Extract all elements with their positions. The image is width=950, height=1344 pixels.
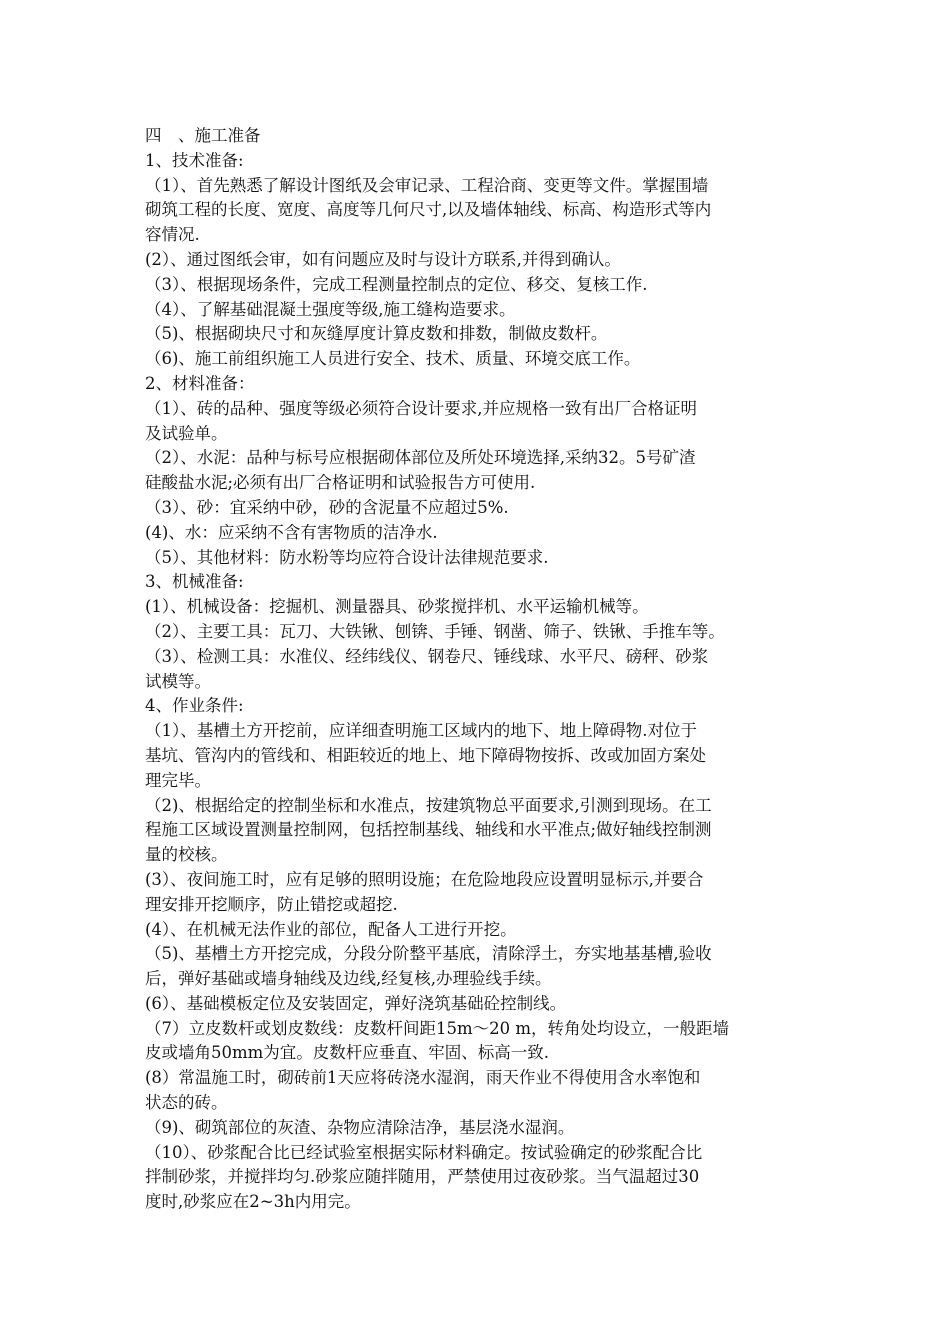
text-line: (8）常温施工时，砌砖前1天应将砖浇水湿润，雨天作业不得使用含水率饱和 bbox=[145, 1068, 701, 1088]
text-line: (3）、夜间施工时，应有足够的照明设施；在危险地段应设置明显标示,并要合 bbox=[145, 869, 704, 889]
text-line: 4、作业条件: bbox=[145, 696, 244, 716]
text-line: （5)、根据砌块尺寸和灰缝厚度计算皮数和排数，制做皮数杆。 bbox=[145, 324, 608, 344]
text-line: （3）、根据现场条件，完成工程测量控制点的定位、移交、复核工作. bbox=[145, 274, 648, 294]
text-line: （2)、根据给定的控制坐标和水准点，按建筑物总平面要求,引测到现场。在工 bbox=[145, 795, 712, 815]
text-line: 理完毕。 bbox=[145, 770, 211, 790]
text-line: 1、技术准备: bbox=[145, 150, 244, 170]
text-line: （9)、砌筑部位的灰渣、杂物应清除洁净，基层浇水湿润。 bbox=[145, 1117, 575, 1137]
text-line: 3、机械准备: bbox=[145, 572, 244, 592]
text-line: （1）、基槽土方开挖前，应详细查明施工区域内的地下、地上障碍物.对位于 bbox=[145, 721, 697, 741]
text-line: 理安排开挖顺序，防止错挖或超挖. bbox=[145, 894, 398, 914]
text-line: 状态的砖。 bbox=[145, 1093, 228, 1113]
text-line: (6）、基础模板定位及安装固定，弹好浇筑基础砼控制线。 bbox=[145, 993, 567, 1013]
text-line: 量的校核。 bbox=[145, 845, 228, 865]
text-line: (4)、水：应采纳不含有害物质的洁净水. bbox=[145, 522, 438, 542]
text-line: 硅酸盐水泥;必须有出厂合格证明和试验报告方可使用. bbox=[145, 473, 536, 493]
text-line: 试模等。 bbox=[145, 671, 211, 691]
text-line: （2）、主要工具：瓦刀、大铁锹、刨锛、手锤、钢凿、筛子、铁锹、手推车等。 bbox=[145, 621, 725, 641]
text-line: 四 、施工准备 bbox=[145, 126, 261, 145]
document-body bbox=[145, 124, 825, 1215]
text-line: （1）、首先熟悉了解设计图纸及会审记录、工程洽商、变更等文件。掌握围墙 bbox=[145, 175, 709, 195]
text-line: 拌制砂浆，并搅拌均匀.砂浆应随拌随用，严禁使用过夜砂浆。当气温超过30 bbox=[145, 1167, 700, 1187]
text-line: （6)、施工前组织施工人员进行安全、技术、质量、环境交底工作。 bbox=[145, 349, 641, 369]
text-line: （3）、检测工具：水准仪、经纬线仪、钢卷尺、锤线球、水平尺、磅秤、砂浆 bbox=[145, 646, 709, 666]
text-line: 度时,砂浆应在2~3h内用完。 bbox=[145, 1192, 361, 1212]
text-line: (4）、在机械无法作业的部位，配备人工进行开挖。 bbox=[145, 919, 517, 939]
text-line: （5)、基槽土方开挖完成，分段分阶整平基底，清除浮土，夯实地基基槽,验收 bbox=[145, 944, 712, 964]
text-line: 容情况. bbox=[145, 225, 200, 245]
text-line: 皮或墙角50mm为宜。皮数杆应垂直、牢固、标高一致. bbox=[145, 1043, 550, 1063]
text-line: （7）立皮数杆或划皮数线：皮数杆间距15m～20 m，转角处均设立，一般距墙 bbox=[145, 1018, 730, 1038]
text-line: （1）、砖的品种、强度等级必须符合设计要求,并应规格一致有出厂合格证明 bbox=[145, 398, 697, 418]
text-line: （2）、水泥：品种与标号应根据砌体部位及所处环境选择,采纳32。5号矿渣 bbox=[145, 448, 696, 468]
text-line: （10）、砂浆配合比已经试验室根据实际材料确定。按试验确定的砂浆配合比 bbox=[145, 1142, 703, 1162]
text-line: (2）、通过图纸会审，如有问题应及时与设计方联系,并得到确认。 bbox=[145, 249, 621, 269]
text-line: 后，弹好基础或墙身轴线及边线,经复核,办理验线手续。 bbox=[145, 969, 552, 989]
text-line: 2、材料准备： bbox=[145, 373, 255, 393]
text-line: （5）、其他材料：防水粉等均应符合设计法律规范要求. bbox=[145, 547, 549, 567]
text-line: 及试验单。 bbox=[145, 423, 228, 443]
text-line: 基坑、管沟内的管线和、相距较近的地上、地下障碍物按拆、改或加固方案处 bbox=[145, 745, 706, 765]
text-line: （3）、砂：宜采纳中砂，砂的含泥量不应超过5%. bbox=[145, 497, 509, 517]
text-line: (1）、机械设备：挖掘机、测量器具、砂浆搅拌机、水平运输机械等。 bbox=[145, 597, 649, 617]
text-line: （4）、了解基础混凝土强度等级,施工缝构造要求。 bbox=[145, 299, 516, 319]
text-line: 程施工区域设置测量控制网，包括控制基线、轴线和水平准点;做好轴线控制测 bbox=[145, 820, 712, 840]
text-line: 砌筑工程的长度、宽度、高度等几何尺寸,以及墙体轴线、标高、构造形式等内 bbox=[145, 200, 712, 220]
